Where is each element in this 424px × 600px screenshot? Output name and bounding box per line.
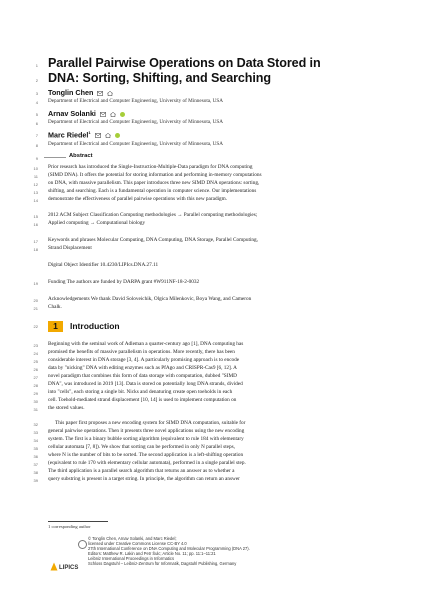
line-number: 18 [33, 247, 38, 252]
line-number: 3 [35, 91, 38, 96]
home-icon[interactable] [105, 133, 111, 138]
acknowledgements-line: Chalk. [48, 304, 62, 310]
line-number: 30 [33, 399, 38, 404]
intro-line: Beginning with the seminal work of Adleman a quarter-century ago [1], DNA computing has [48, 341, 244, 347]
line-number: 17 [33, 239, 38, 244]
publication-footer [59, 536, 250, 571]
intro-line: the stored values. [48, 405, 85, 411]
line-number: 28 [33, 383, 38, 388]
line-number: 16 [33, 222, 38, 227]
line-number: 14 [33, 198, 38, 203]
line-number: 29 [33, 391, 38, 396]
footer-line: 27th International Conference on DNA Computing and Molecular Programming (DNA 27). [88, 546, 250, 552]
ccs-line: 2012 ACM Subject Classification Computing methodologies → Parallel computing methodologies; [48, 212, 258, 218]
author-affiliation: Department of Electrical and Computer Engineering, University of Minnesota, USA [48, 119, 224, 125]
line-number: 23 [33, 343, 38, 348]
line-number: 2 [35, 78, 38, 83]
author-name [48, 130, 386, 139]
section-title: Introduction [70, 321, 120, 331]
line-number: 4 [35, 100, 38, 105]
footer-line: Schloss Dagstuhl – Leibniz-Zentrum für Informatik, Dagstuhl Publishing, Germany [88, 561, 237, 567]
home-icon[interactable] [107, 91, 113, 96]
intro-line: general pairwise operations. Then it presents three novel applications using the new encoding [48, 428, 245, 434]
intro-line: DNA", was introduced in 2019 [13]. Data is stored on potentially long DNA strands, divided [48, 381, 243, 387]
email-icon[interactable] [100, 112, 106, 117]
footer-line: Editors: Matthew R. Lakin and Petr Šulc; Article No. 11; pp. 11:1–11:21 [88, 551, 216, 557]
line-number: 31 [33, 407, 38, 412]
line-number: 37 [33, 462, 38, 467]
funding-line: Funding The authors are funded by DARPA grant #W911NF-18-2-0032 [48, 279, 200, 285]
author-name [48, 109, 386, 118]
footnote-marker: 1 [88, 130, 91, 135]
line-number: 10 [33, 166, 38, 171]
ccs-line: Applied computing → Computational biology [48, 220, 146, 226]
home-icon[interactable] [110, 112, 116, 117]
intro-line: into "cells", each storing a single bit. Nicks and denaturing create open toeholds in each [48, 389, 233, 395]
intro-line: promised the benefits of massive parallelism in operations. More recently, there has been [48, 349, 235, 355]
title-line-1: Parallel Pairwise Operations on Data Stored in [48, 56, 321, 70]
line-number: 5 [35, 112, 38, 117]
author-affiliation: Department of Electrical and Computer Engineering, University of Minnesota, USA [48, 98, 224, 104]
footer-line[interactable]: licensed under Creative Commons License CC-BY 4.0 [88, 541, 187, 547]
line-number: 7 [35, 133, 38, 138]
intro-line: (equivalent to rule 170 with elementary cellular automata), performed in a single parallel step. [48, 460, 246, 466]
title-line-2: DNA: Sorting, Shifting, and Searching [48, 71, 271, 85]
line-number: 38 [33, 470, 38, 475]
line-number: 24 [33, 351, 38, 356]
acknowledgements-line: Acknowledgements We thank David Soloveichik, Olgica Milenkovic, Boya Wang, and Cameron [48, 296, 252, 302]
line-number: 35 [33, 446, 38, 451]
author-name [48, 88, 386, 97]
line-number: 15 [33, 214, 38, 219]
intro-line: query substring is present in a target string. In principle, the algorithm can return an answer [48, 476, 240, 482]
orcid-icon[interactable] [115, 133, 120, 138]
intro-line: data by "nicking" DNA with editing enzymes such as PfAgo and CRISPR-Cas9 [6, 12]. A [48, 365, 237, 371]
email-icon[interactable] [97, 91, 103, 96]
abstract-line: shifting, and searching. Each is a fundamental operation in computer science. Our implementations [48, 188, 257, 194]
abstract-line: on DNA, with massive parallelism. This paper introduces three new SIMD DNA operations: sorting, [48, 180, 260, 186]
intro-line: The third application is a parallel search algorithm that returns an answer as to whether a [48, 468, 235, 474]
line-number: 32 [33, 422, 38, 427]
footer-line: Leibniz International Proceedings in Informatics [88, 556, 175, 562]
section-heading [48, 320, 120, 332]
author-affiliation: Department of Electrical and Computer Engineering, University of Minnesota, USA [48, 141, 224, 147]
abstract-line: (SIMD DNA). It offers the potential for storing information and performing in-memory computations [48, 172, 262, 178]
footnote: 1 corresponding author [48, 524, 91, 529]
line-number: 12 [33, 182, 38, 187]
line-number: 33 [33, 430, 38, 435]
line-number: 27 [33, 375, 38, 380]
line-number: 20 [33, 298, 38, 303]
line-number: 19 [33, 281, 38, 286]
intro-line: novel paradigm that combines this form of data storage with computation, dubbed "SIMD [48, 373, 237, 379]
intro-line: cellular automata [7, 8]). We show that sorting can be performed in only N parallel steps, [48, 444, 235, 450]
lipics-logo-text: LIPICS [59, 565, 79, 571]
creative-commons-icon [78, 540, 87, 549]
author-name-text: Marc Riedel [48, 130, 89, 140]
section-number: 1 [48, 321, 63, 332]
intro-line: system. The first is a binary bubble sorting algorithm (equivalent to rule 184 with elementary [48, 436, 244, 442]
intro-line: considerable interest in DNA storage [3, 4]. A particularly promising approach is to encode [48, 357, 240, 363]
line-number: 1 [35, 63, 38, 68]
intro-line: This paper first proposes a new encoding system for SIMD DNA computation, suitable for [55, 420, 246, 426]
author-name-text: Arnav Solanki [48, 109, 96, 118]
lipics-logo [50, 562, 84, 571]
intro-line: where N is the number of bits to be sorted. The second application is a left-shifting operation [48, 452, 244, 458]
doi-line[interactable]: Digital Object Identifier 10.4230/LIPIcs.DNA.27.11 [48, 262, 159, 268]
line-number: 11 [33, 174, 38, 179]
abstract-label: Abstract [69, 153, 93, 159]
author-name-text: Tonglin Chen [48, 88, 94, 97]
line-number: 22 [33, 324, 38, 329]
line-number: 8 [35, 143, 38, 148]
line-number: 6 [35, 121, 38, 126]
line-number: 21 [33, 306, 38, 311]
line-number: 9 [35, 156, 38, 161]
line-number: 13 [33, 190, 38, 195]
intro-line: cell. Toehold-mediated strand displacement [10, 14] is used to implement computation on [48, 397, 237, 403]
line-number: 34 [33, 438, 38, 443]
footer-line: © Tonglin Chen, Arnav Solanki, and Marc Riedel; [88, 536, 177, 541]
line-number: 26 [33, 367, 38, 372]
abstract-line: demonstrate the effectiveness of parallel pairwise operations with this new paradigm. [48, 196, 228, 202]
keywords-line: Keywords and phrases Molecular Computing, DNA Computing, DNA Storage, Parallel Computing, [48, 237, 258, 243]
line-number: 36 [33, 454, 38, 459]
email-icon[interactable] [95, 133, 101, 138]
line-number: 25 [33, 359, 38, 364]
orcid-icon[interactable] [120, 112, 125, 117]
abstract-heading [44, 153, 386, 161]
footnote-rule [48, 521, 108, 522]
abstract-rule [44, 157, 66, 158]
keywords-line: Strand Displacement [48, 245, 92, 251]
line-number: 39 [33, 478, 38, 483]
abstract-line: Prior research has introduced the Single-Instruction-Multiple-Data paradigm for DNA computing [48, 164, 253, 170]
